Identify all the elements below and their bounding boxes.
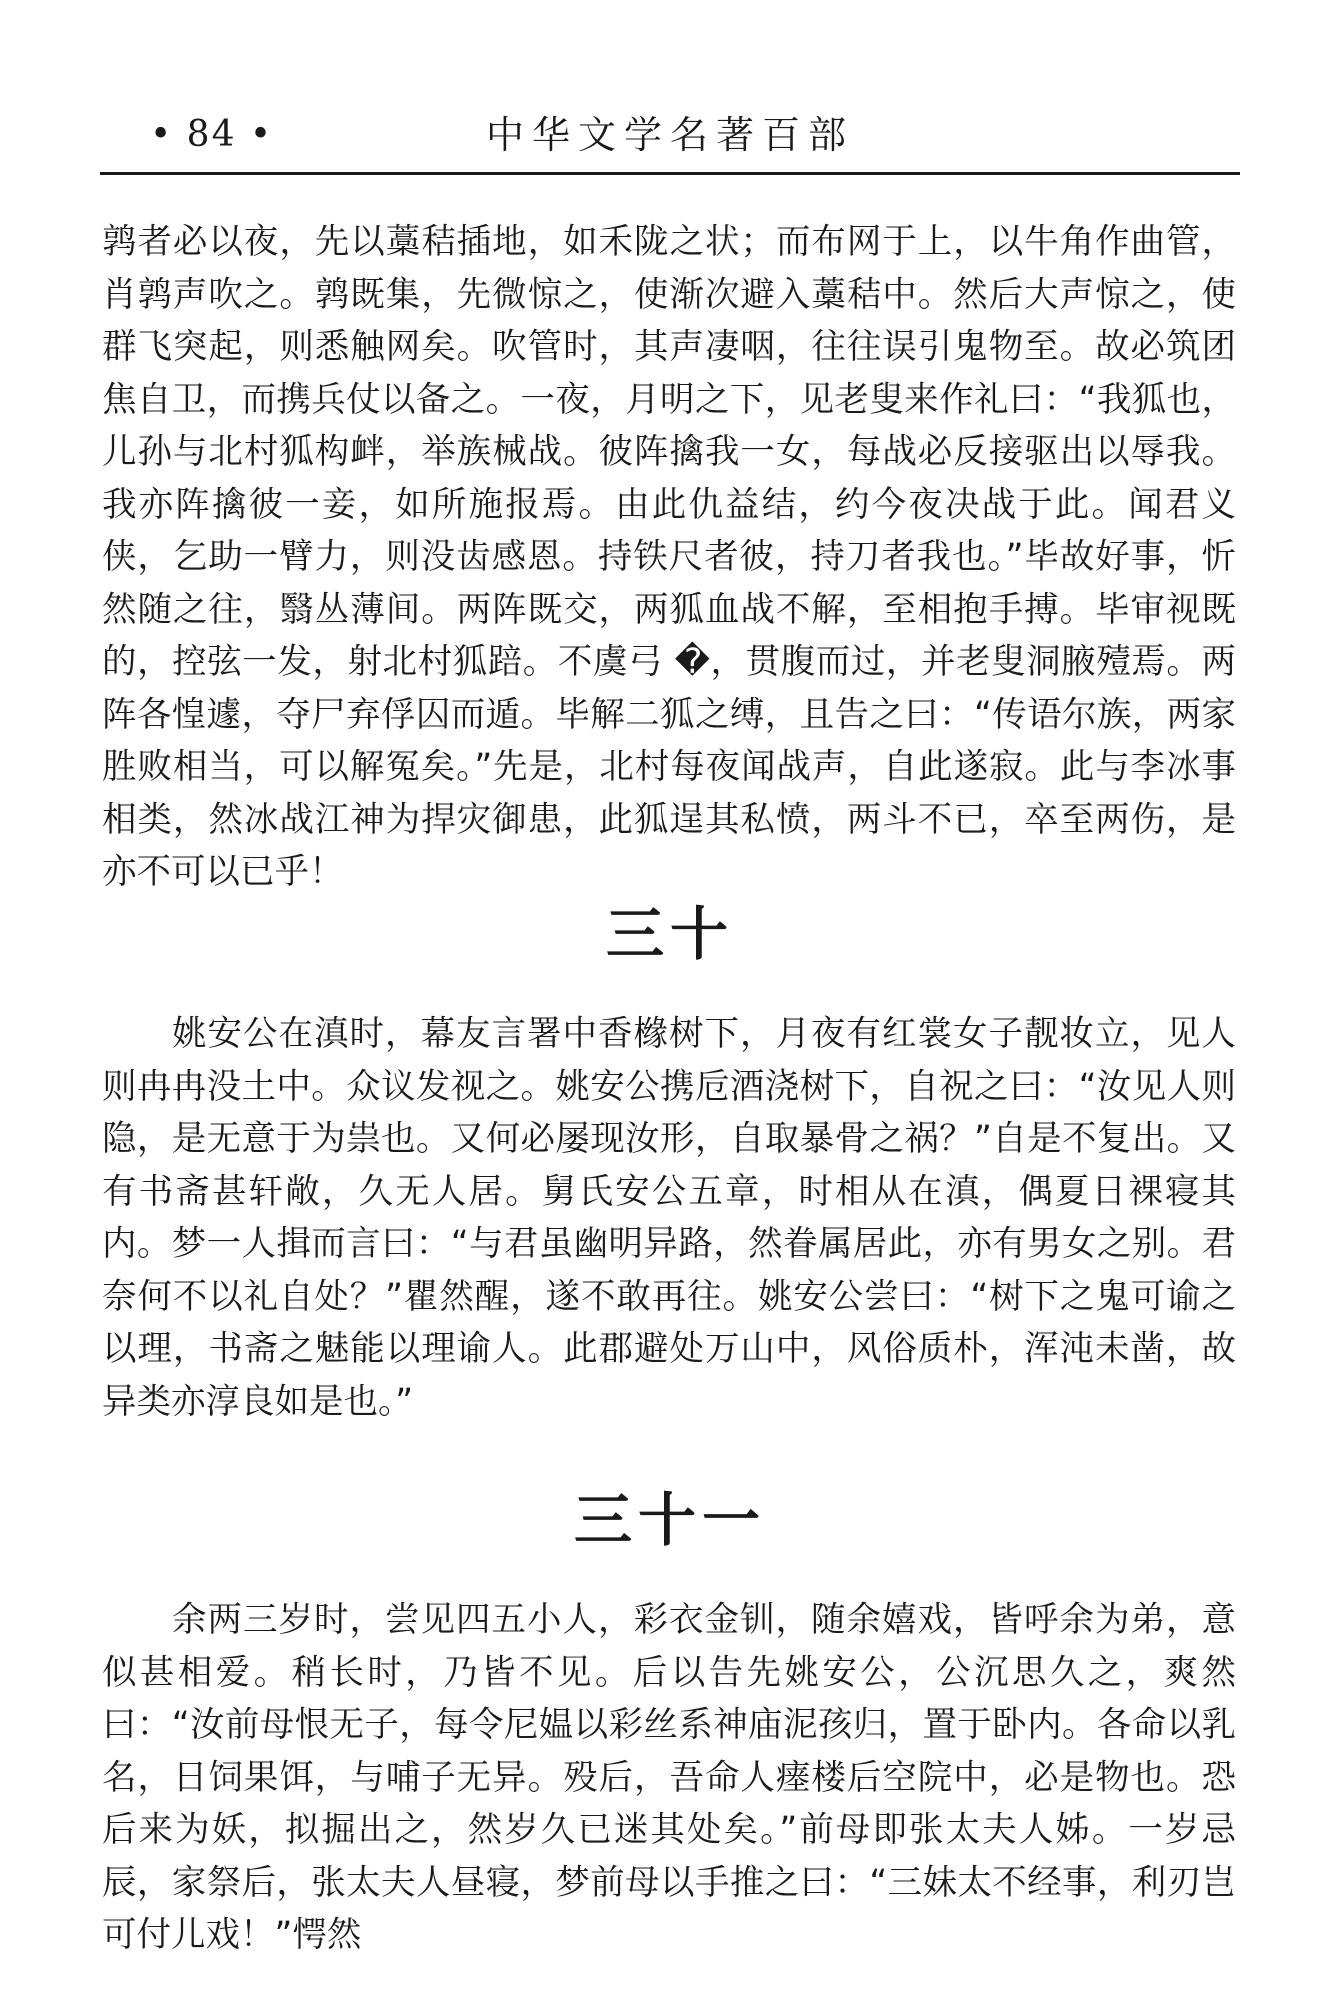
paragraph-continued: 鹑者必以夜，先以藁秸插地，如禾陇之状；而布网于上，以牛角作曲管，肖鹑声吹之。鹑既集，先微惊之，使渐次避入藁秸中。然后大声惊之，使群飞突起，则悉触网矣。吹管时，其声凄咽，往往误引鬼物至。故必筑团焦自卫，而携兵仗以备之。一夜，月明之下，见老叟来作礼曰：“我狐也，儿孙与北村狐构衅，举族械战。彼阵擒我一女，每战必反接驱出以辱我。我亦阵擒彼一妾，如所施报焉。由此仇益结，约今夜决战于此。闻君义侠，乞助一臂力，则没齿感恩。持铁尺者彼，持刀者我也。”毕故好事，忻然随之往，翳丛薄间。两阵既交，两狐血战不解，至相抱手搏。毕审视既的，控弦一发，射北村狐踣。不虞弓 �，贯腹而过，并老叟洞腋殪焉。两阵各惶遽，夺尸弃俘囚而遁。毕解二狐之缚，且告之曰：“传语尔族，两家胜败相当，可以解冤矣。”先是，北村每夜闻战声，自此遂寂。此与李冰事相类，然冰战江神为捍灾御患，此狐逞其私愤，两斗不已，卒至两伤，是亦不可以已乎！ <box>102 222 1236 892</box>
section-title-30: 三十 <box>605 900 734 968</box>
header-rule <box>100 172 1240 175</box>
page-number: • 84 • <box>150 114 274 155</box>
section-title-31: 三十一 <box>573 1486 766 1554</box>
running-title: 中华文学名著百部 <box>485 113 854 157</box>
paragraph-section-30: 姚安公在滇时，幕友言署中香橼树下，月夜有红裳女子靓妆立，见人则冉冉没土中。众议发视之。姚安公携卮酒浇树下，自祝之曰：“汝见人则隐，是无意于为祟也。又何必屡现汝形，自取暴骨之祸？”自是不复出。又有书斋甚轩敞，久无人居。舅氏安公五章，时相从在滇，偶夏日裸寝其内。梦一人揖而言曰：“与君虽幽明异路，然眷属居此，亦有男女之别。君奈何不以礼自处？”瞿然醒，遂不敢再往。姚安公尝曰：“树下之鬼可谕之以理，书斋之魅能以理谕人。此郡避处万山中，风俗质朴，浑沌未凿，故异类亦淳良如是也。” <box>102 1014 1236 1422</box>
paragraph-section-31: 余两三岁时，尝见四五小人，彩衣金钏，随余嬉戏，皆呼余为弟，意似甚相爱。稍长时，乃皆不见。后以告先姚安公，公沉思久之，爽然曰：“汝前母恨无子，每令尼媪以彩丝系神庙泥孩归，置于卧内。各命以乳名，日饲果饵，与哺子无异。殁后，吾命人瘗楼后空院中，必是物也。恐后来为妖，拟掘出之，然岁久已迷其处矣。”前母即张太夫人姊。一岁忌辰，家祭后，张太夫人昼寝，梦前母以手推之曰：“三妹太不经事，利刃岂可付儿戏！”愕然 <box>102 1600 1236 1955</box>
page-header <box>100 110 1240 172</box>
